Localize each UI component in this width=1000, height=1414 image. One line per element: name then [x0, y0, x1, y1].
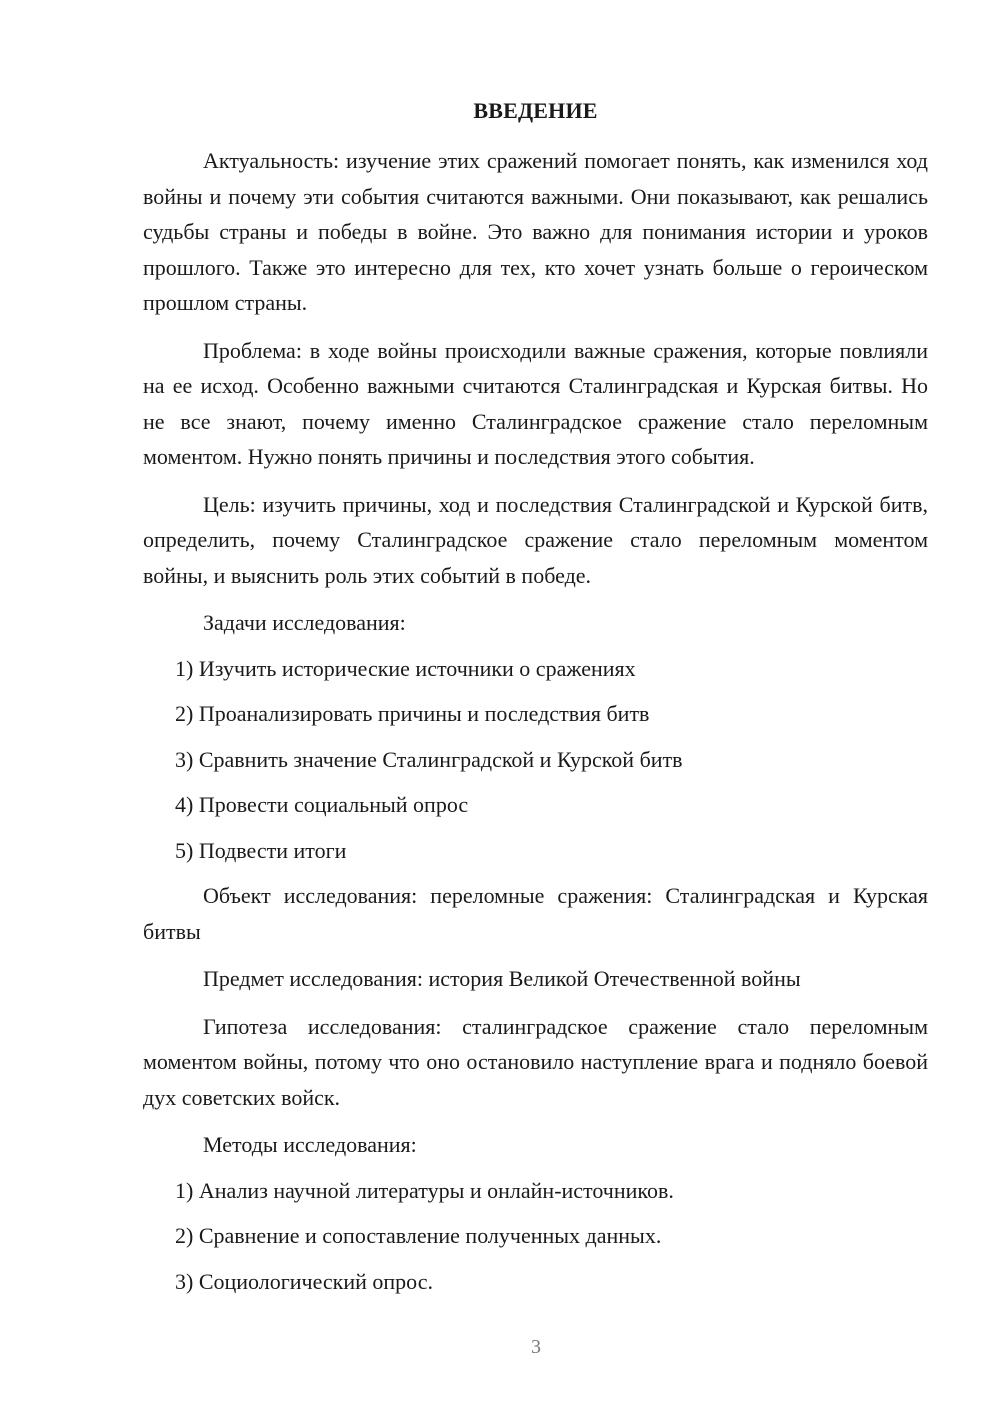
- section-title: ВВЕДЕНИЕ: [473, 98, 598, 123]
- methods-list: [143, 1173, 928, 1300]
- list-item: 1) Изучить исторические источники о сражениях: [175, 655, 636, 681]
- methods-heading: Методы исследования:: [203, 1132, 417, 1157]
- paragraph-object: Объект исследования: переломные сражения: Сталинградская и Курская битвы: [143, 883, 928, 944]
- tasks-list: [143, 651, 928, 869]
- list-item: 4) Провести социальный опрос: [175, 792, 469, 817]
- paragraph-goal: Цель: изучить причины, ход и последствия Сталинградской и Курской битв, определить, почему Сталинградское сражение стало переломным моментом войны, и выяснить роль этих событий в победе.: [143, 491, 928, 588]
- paragraph-subject: Предмет исследования: история Великой Отечественной войны: [203, 966, 801, 991]
- list-item: 3) Социологический опрос.: [175, 1268, 433, 1294]
- list-item: 2) Сравнение и сопоставление полученных данных.: [175, 1223, 662, 1248]
- paragraph-relevance: Актуальность: изучение этих сражений помогает понять, как изменился ход войны и почему эти события считаются важными. Они показывают, как решались судьбы страны и победы в войне. Это важно для понимания истории и уроков прошлого. Также это интересно для тех, кто хочет узнать больше о героическом прошлом страны.: [143, 148, 928, 315]
- list-item: 1) Анализ научной литературы и онлайн-источников.: [175, 1177, 674, 1203]
- tasks-heading: Задачи исследования:: [203, 610, 406, 635]
- list-item: 2) Проанализировать причины и последствия битв: [175, 701, 650, 726]
- page-content: [143, 96, 928, 1309]
- paragraph-problem: Проблема: в ходе войны происходили важные сражения, которые повлияли на ее исход. Особенно важными считаются Сталинградская и Курская битвы. Но не все знают, почему именно Сталинградское сражение стало переломным моментом. Нужно понять причины и последствия этого события.: [143, 337, 928, 469]
- list-item: 5) Подвести итоги: [175, 837, 347, 863]
- list-item: 3) Сравнить значение Сталинградской и Курской битв: [175, 746, 683, 772]
- paragraph-hypothesis: Гипотеза исследования: сталинградское сражение стало переломным моментом войны, потому что оно остановило наступление врага и подняло боевой дух советских войск.: [143, 1013, 928, 1110]
- page-number: 3: [531, 1336, 541, 1358]
